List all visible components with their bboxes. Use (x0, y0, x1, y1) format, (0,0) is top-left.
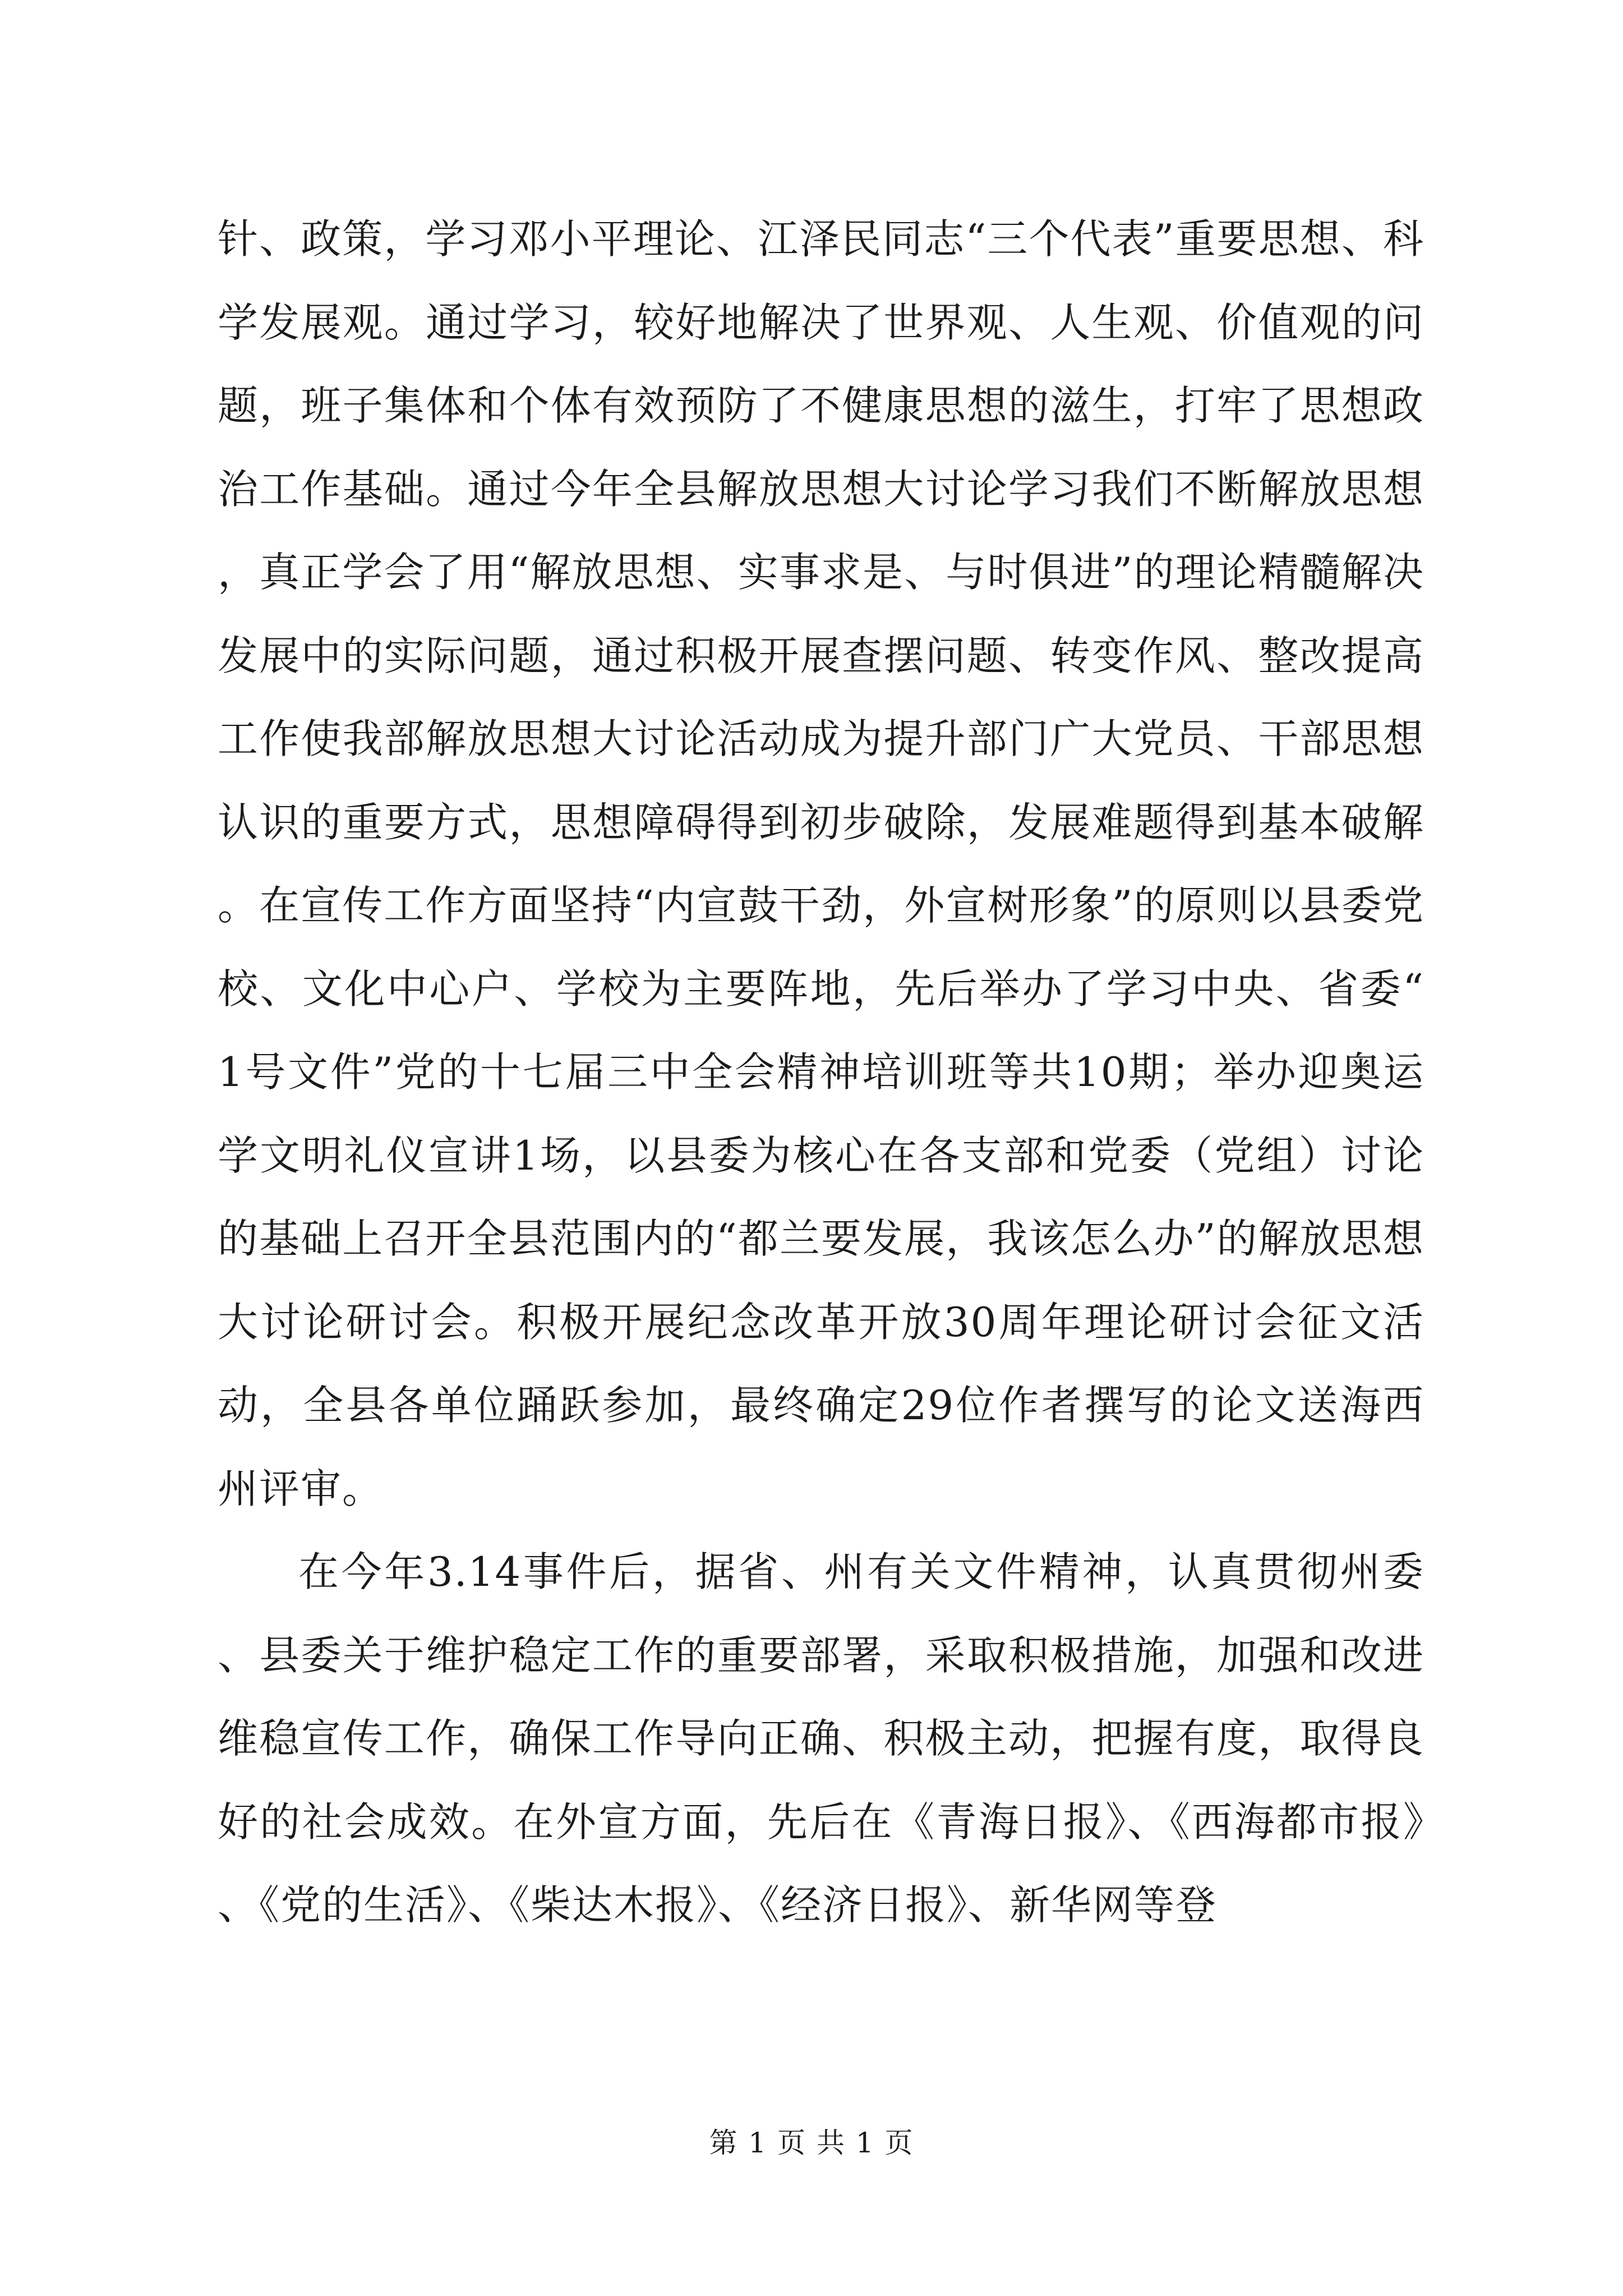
paragraph-2: 在今年3.14事件后，据省、州有关文件精神，认真贯彻州委、县委关于维护稳定工作的重要部署，采取积极措施，加强和改进维稳宣传工作，确保工作导向正确、积极主动，把握有度，取得良好的社会成效。在外宣方面，先后在《青海日报》、《西海都市报》、《党的生活》、《柴达木报》、《经济日报》、新华网等登 (218, 1548, 1424, 1929)
page-footer: 第 1 页 共 1 页 (709, 2127, 914, 2159)
document-body (218, 197, 1424, 1947)
paragraph-1: 针、政策，学习邓小平理论、江泽民同志“三个代表”重要思想、科学发展观。通过学习，较好地解决了世界观、人生观、价值观的问题，班子集体和个体有效预防了不健康思想的滋生，打牢了思想政治工作基础。通过今年全县解放思想大讨论学习我们不断解放思想，真正学会了用“解放思想、实事求是、与时俱进”的理论精髓解决发展中的实际问题，通过积极开展查摆问题、转变作风、整改提高工作使我部解放思想大讨论活动成为提升部门广大党员、干部思想认识的重要方式，思想障碍得到初步破除，发展难题得到基本破解。在宣传工作方面坚持“内宣鼓干劲，外宣树形象”的原则以县委党校、文化中心户、学校为主要阵地，先后举办了学习中央、省委“1号文件”党的十七届三中全会精神培训班等共10期；举办迎奥运学文明礼仪宣讲1场，以县委为核心在各支部和党委（党组）讨论的基础上召开全县范围内的“都兰要发展，我该怎么办”的解放思想大讨论研讨会。积极开展纪念改革开放30周年理论研讨会征文活动，全县各单位踊跃参加，最终确定29位作者撰写的论文送海西州评审。 (218, 215, 1424, 1512)
